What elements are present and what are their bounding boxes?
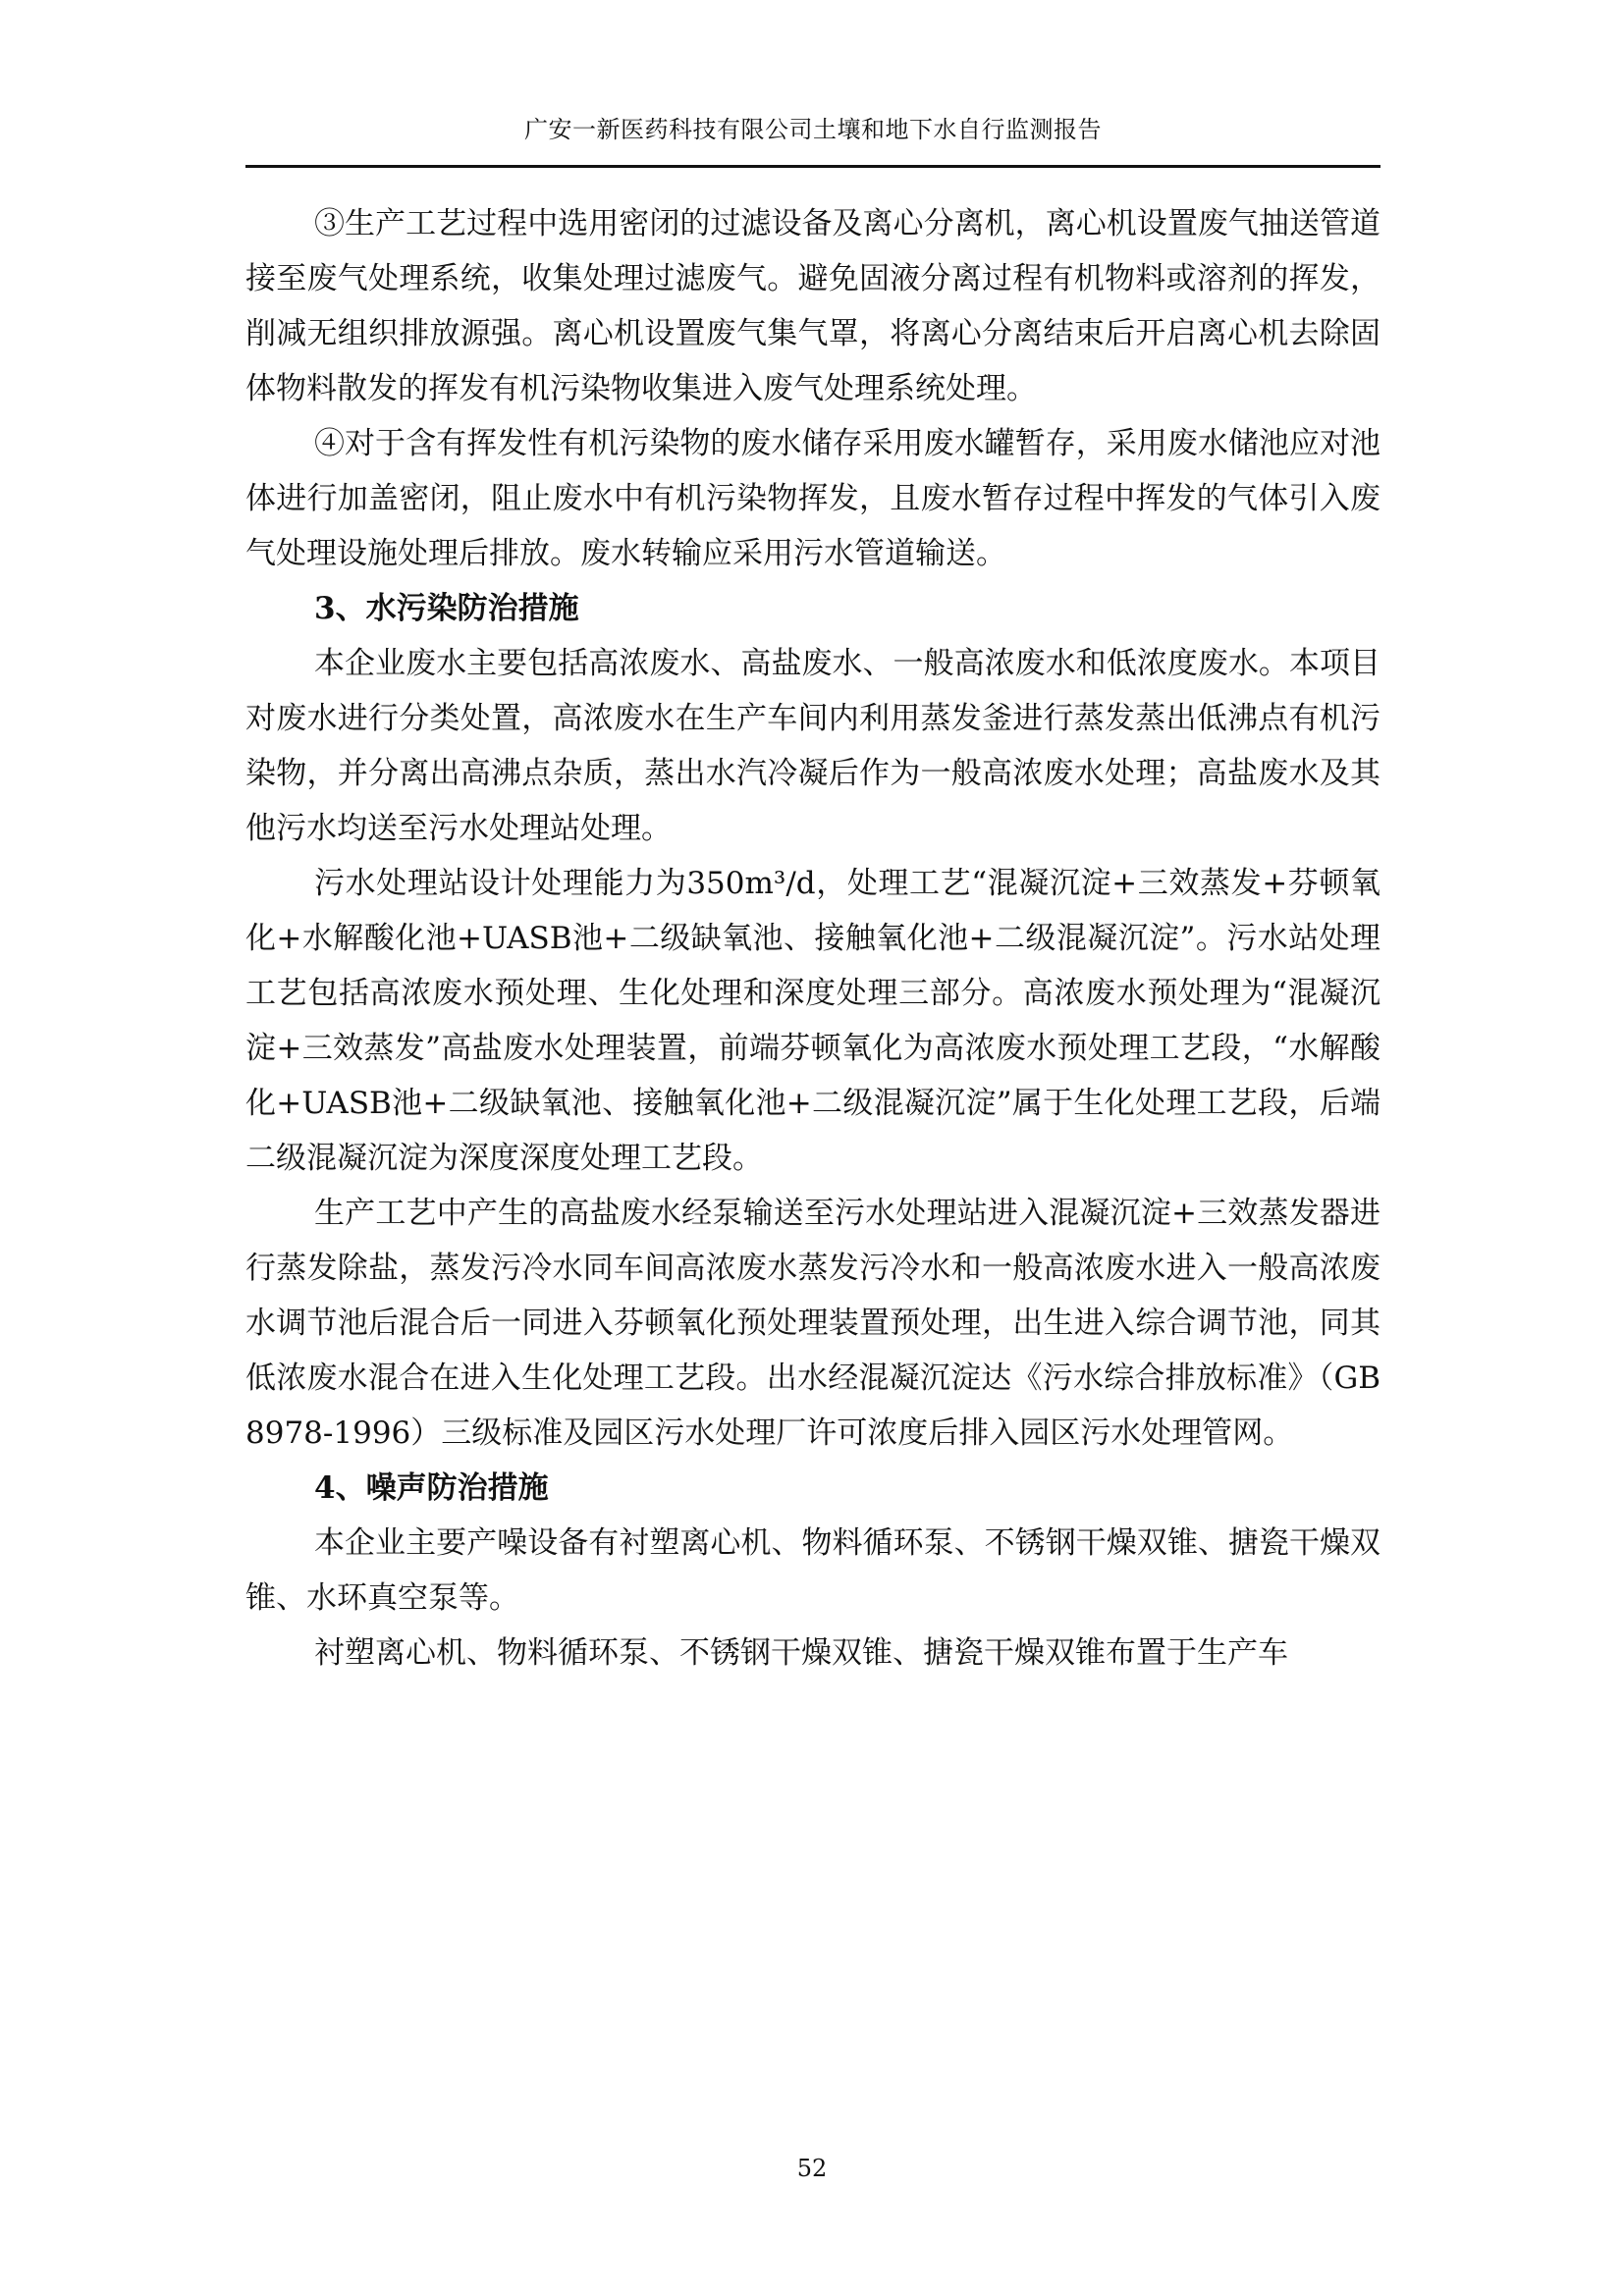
- header-divider: [245, 165, 1380, 168]
- section-heading-water-pollution: 3、水污染防治措施: [314, 591, 579, 626]
- paragraph-centrifuge-measures: ③生产工艺过程中选用密闭的过滤设备及离心分离机，离心机设置废气抽送管道接至废气处理系统，收集处理过滤废气。避免固液分离过程有机物料或溶剂的挥发，削减无组织排放源强。离心机设置废气集气罩，将离心分离结束后开启离心机去除固体物料散发的挥发有机污染物收集进入废气处理系统处理。: [245, 206, 1380, 406]
- paragraph-wastewater-storage: ④对于含有挥发性有机污染物的废水储存采用废水罐暂存，采用废水储池应对池体进行加盖密闭，阻止废水中有机污染物挥发，且废水暂存过程中挥发的气体引入废气处理设施处理后排放。废水转输应采用污水管道输送。: [245, 426, 1380, 571]
- paragraph-treatment-station: 污水处理站设计处理能力为350m³/d，处理工艺“混凝沉淀+三效蒸发+芬顿氧化+水解酸化池+UASB池+二级缺氧池、接触氧化池+二级混凝沉淀”。污水站处理工艺包括高浓废水预处理、生化处理和深度处理三部分。高浓废水预处理为“混凝沉淀+三效蒸发”高盐废水处理装置，前端芬顿氧化为高浓废水预处理工艺段，“水解酸化+UASB池+二级缺氧池、接触氧化池+二级混凝沉淀”属于生化处理工艺段，后端二级混凝沉淀为深度深度处理工艺段。: [245, 866, 1380, 1176]
- paragraph-high-salt-process: 生产工艺中产生的高盐废水经泵输送至污水处理站进入混凝沉淀+三效蒸发器进行蒸发除盐，蒸发污冷水同车间高浓废水蒸发污冷水和一般高浓废水进入一般高浓废水调节池后混合后一同进入芬顿氧化预处理装置预处理，出生进入综合调节池，同其低浓废水混合在进入生化处理工艺段。出水经混凝沉淀达《污水综合排放标准》（GB 8978-1996）三级标准及园区污水处理厂许可浓度后排入园区污水处理管网。: [245, 1196, 1380, 1451]
- paragraph-noise-equipment: 本企业主要产噪设备有衬塑离心机、物料循环泵、不锈钢干燥双锥、搪瓷干燥双锥、水环真空泵等。: [245, 1525, 1380, 1616]
- page-number: 52: [796, 2155, 828, 2182]
- paragraph-wastewater-types: 本企业废水主要包括高浓废水、高盐废水、一般高浓废水和低浓度废水。本项目对废水进行分类处置，高浓废水在生产车间内利用蒸发釜进行蒸发蒸出低沸点有机污染物，并分离出高沸点杂质，蒸出水汽冷凝后作为一般高浓废水处理；高盐废水及其他污水均送至污水处理站处理。: [245, 646, 1380, 846]
- section-heading-noise: 4、噪声防治措施: [314, 1470, 549, 1506]
- document-body: [245, 196, 1380, 1681]
- paragraph-equipment-layout: 衬塑离心机、物料循环泵、不锈钢干燥双锥、搪瓷干燥双锥布置于生产车: [314, 1635, 1288, 1671]
- running-header: 广安一新医药科技有限公司土壤和地下水自行监测报告: [524, 116, 1102, 143]
